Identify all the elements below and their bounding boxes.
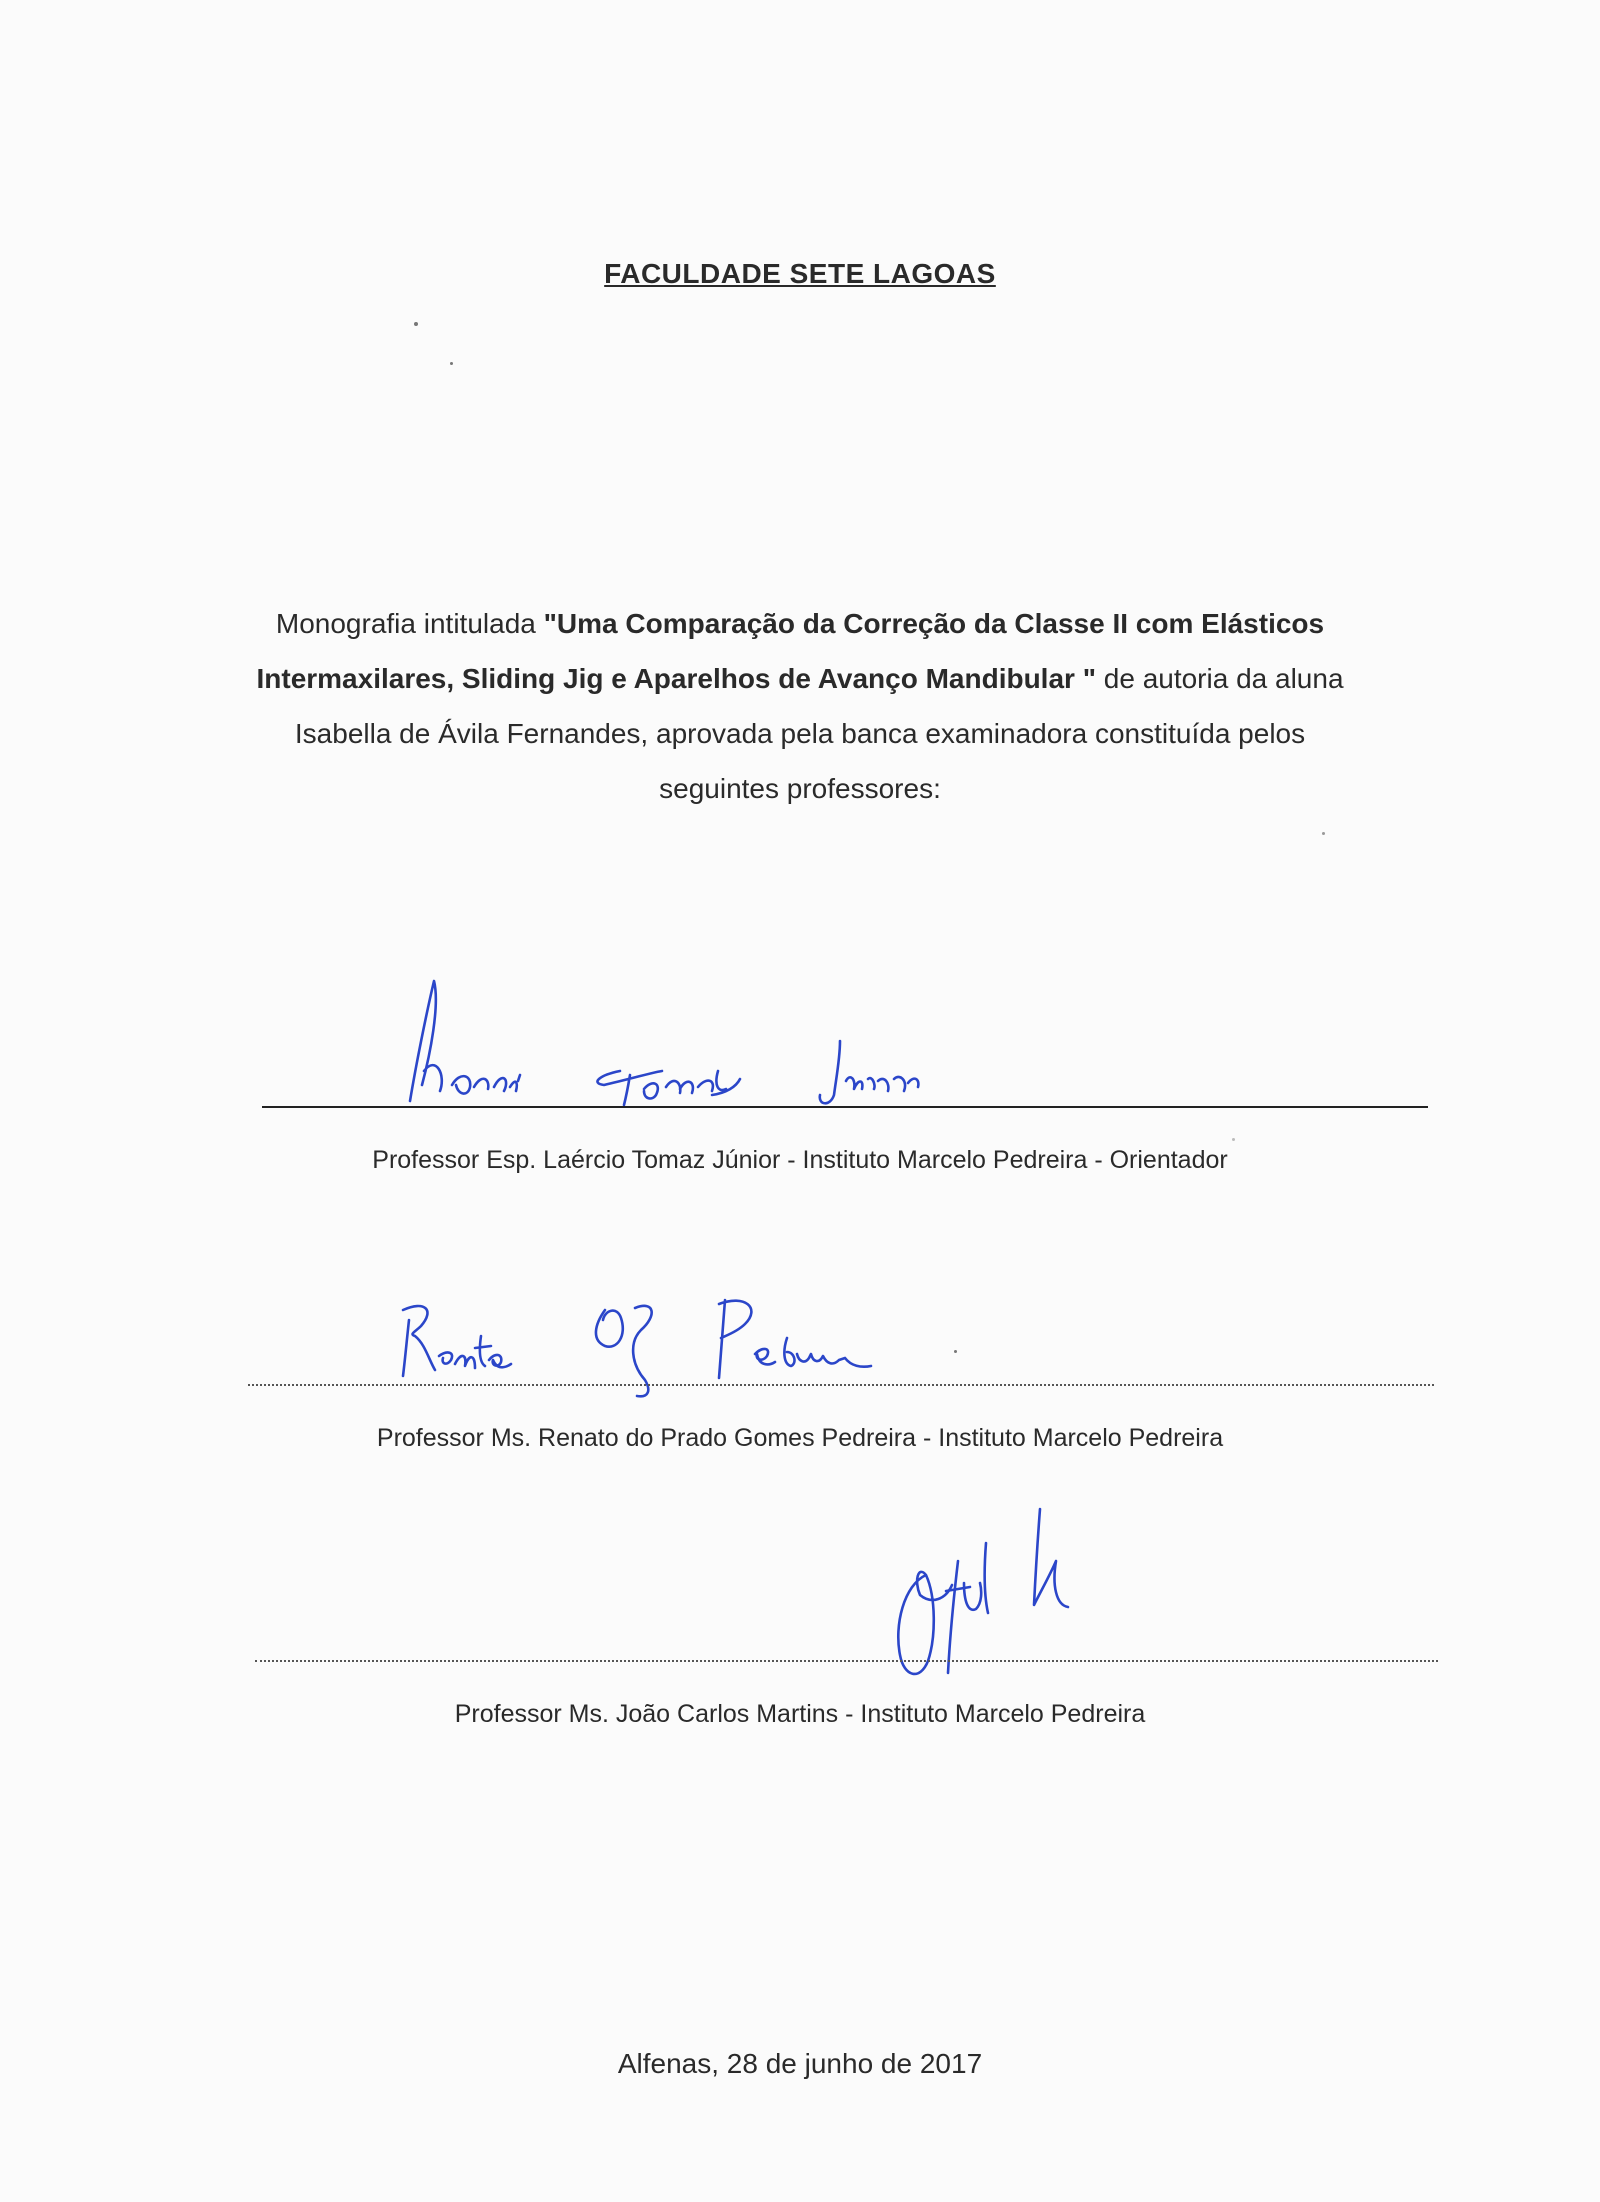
signature-line-3 [255,1660,1438,1662]
signature-renato [395,1280,895,1400]
signature-laercio [400,975,980,1115]
thesis-title: "Uma Comparação da Correção da Classe II com Elásticos Intermaxilares, Sliding Jig e Aparelhos de Avanço Mandibular " [256,608,1325,694]
scan-speck [1322,832,1325,835]
signature-joao [890,1505,1090,1705]
scan-speck [954,1350,957,1353]
scan-speck [414,322,418,326]
institution-title: FACULDADE SETE LAGOAS [604,258,996,289]
signature-line-1 [262,1106,1428,1108]
approval-continuation: de autoria da aluna Isabella de Ávila Fernandes, aprovada pela banca examinadora constituída pelos seguintes professores: [294,663,1344,804]
scan-speck [1232,1138,1235,1141]
committee-member-3: Professor Ms. João Carlos Martins - Instituto Marcelo Pedreira [454,1700,1146,1728]
scan-speck [450,362,453,365]
committee-member-2: Professor Ms. Renato do Prado Gomes Pedreira - Instituto Marcelo Pedreira [376,1424,1224,1452]
approval-intro: Monografia intitulada [275,608,544,639]
approval-paragraph [240,596,1360,816]
signature-line-2 [248,1384,1434,1386]
committee-member-1: Professor Esp. Laércio Tomaz Júnior - Instituto Marcelo Pedreira - Orientador [372,1146,1228,1174]
date-line: Alfenas, 28 de junho de 2017 [617,2048,983,2079]
